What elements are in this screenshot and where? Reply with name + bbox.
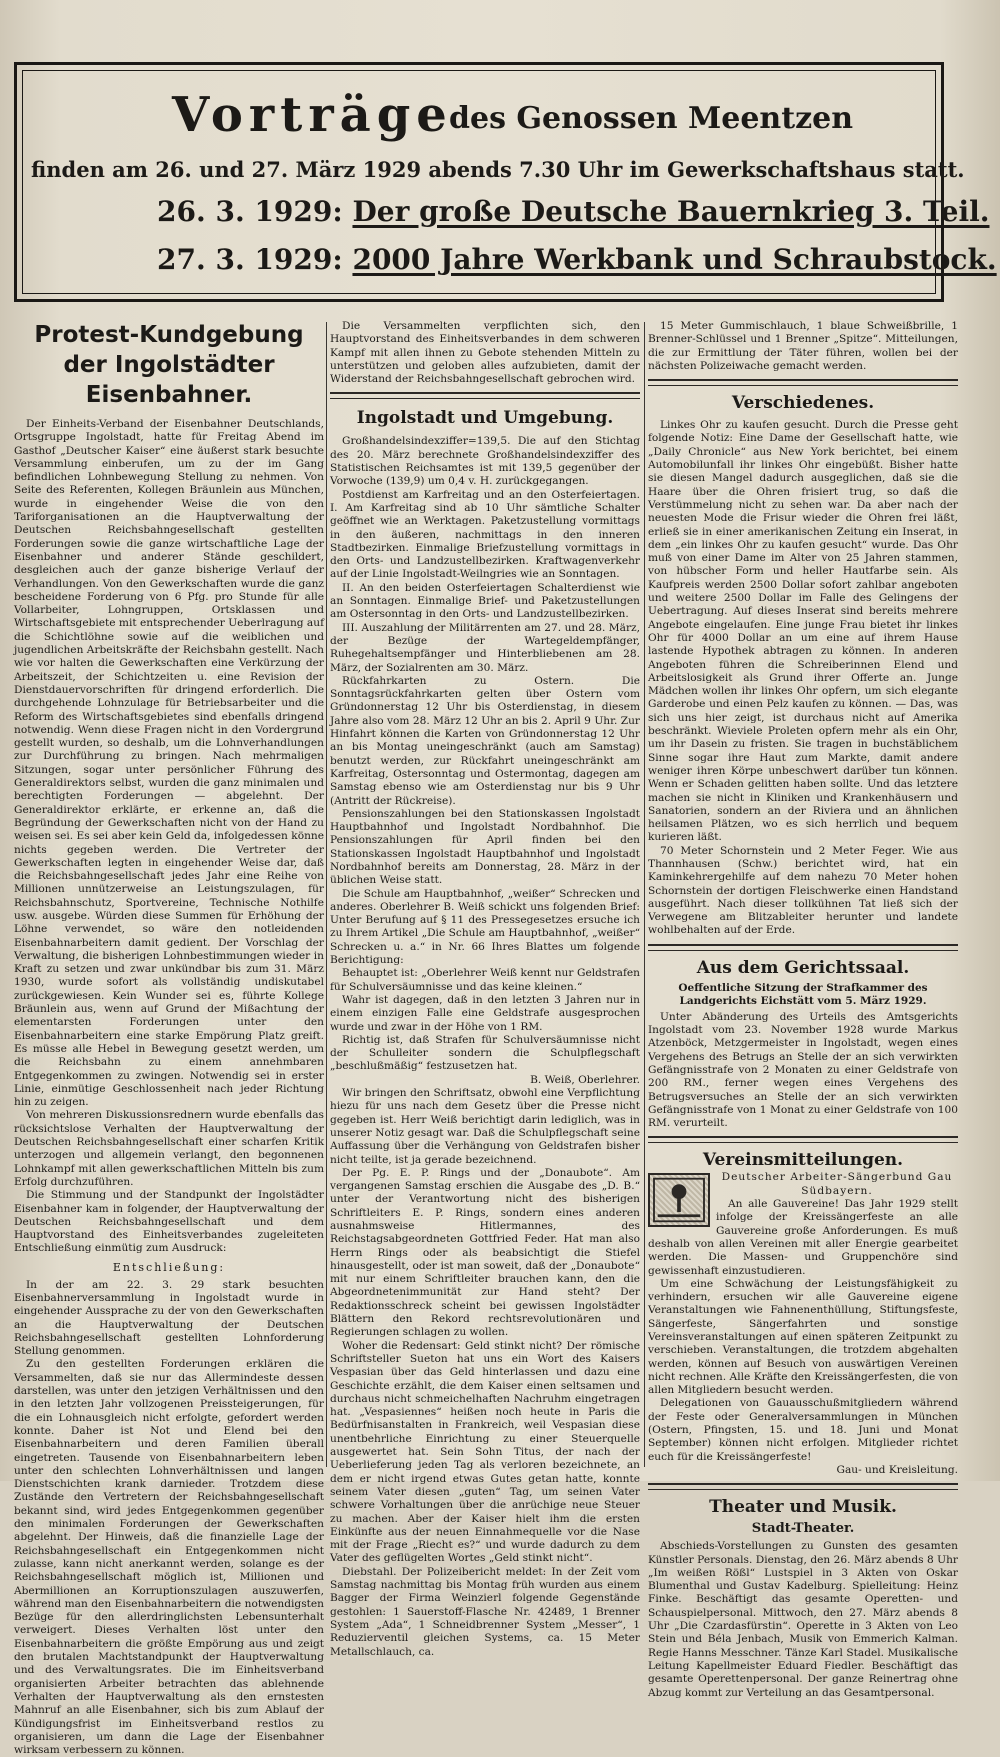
signature: B. Weiß, Oberlehrer.	[530, 1073, 640, 1086]
section-rule	[648, 1483, 958, 1490]
news-item: III. Auszahlung der Militärrenten am 27. und 28. März, der Bezüge der Wartegeldempfänger, Ruhegehaltsempfänger und Hinterbliebenen am 28. März, der Sozialrenten am 30. März.	[330, 621, 640, 674]
section-heading-clubs: Vereinsmitteilungen.	[702, 1150, 904, 1171]
article-paragraph: Der Einheits-Verband der Eisenbahner Deutschlands, Ortsgruppe Ingolstadt, hatte für Freitag Abend im Gasthof „Deutscher Kaiser“ eine äußerst stark besuchte Versammlung einberufen, um zu der im Gang befindlichen Lohnbewegung Stellung zu nehmen. Von Seite des Referenten, Kollegen Bräunlein aus München, wurde in eingehender Weise die von den Tariforganisationen an die Hauptverwaltung der Deutschen Reichsbahngesellschaft gestellten Forderungen sowie die ganze wirtschaftliche Lage der Eisenbahner und anderer Stände geschildert, desgleichen auch der ganze bisherige Verlauf der Verhandlungen. Von den Gewerkschaften wurde die ganz bescheidene Forderung von 6 Pfg. pro Stunde für alle Vollarbeiter, Lohngruppen, Ortsklassen und Wirtschaftsgebiete mit entsprechender Ueberlragung auf die Schichtlöhne sowie auf die weiblichen und jugendlichen Arbeitskräfte der Reichsbahn gestellt. Nach wie vor halten die Gewerkschaften eine Verkürzung der Arbeitszeit, der Schichtzeiten u. eine Revision der Dienstdauervorschriften für dringend erforderlich. Die durchgehende Lohnzulage für Betriebsarbeiter und die Reform des Wirtschaftsgebietes sind ebenfalls dringend notwendig. Wenn diese Fragen nicht in den Vordergrund gestellt wurden, so deshalb, um die Lohnverhandlungen zur Durchführung zu bringen. Nach mehrmaligen Sitzungen, sogar unter persönlicher Führung des Generaldirektors selbst, wurden die ganz minimalen und berechtigten Forderungen — abgelehnt. Der Generaldirektor erklärte, er erkenne an, daß die Begründung der Gewerkschaften nicht von der Hand zu weisen sei. Es sei aber kein Geld da, infolgedessen könne nichts gegeben werden. Die Vertreter der Gewerkschaften legten in eingehender Weise dar, daß die Reichsbahngesellschaft jedes Jahr eine Reihe von Millionen unnützerweise an Leistungszulagen, für Reichsbahnschutz, Sportvereine, Technische Nothilfe usw. ausgebe. Würden diese Summen für Erhöhung der Löhne verwendet, so wäre den notleidenden Eisenbahnarbeitern damit gedient. Der Vorschlag der Verwaltung, die bisherigen Lohnbestimmungen wieder in Kraft zu setzen und zwar unkündbar bis zum 31. März 1930, wurde sofort als vollständig undiskutabel zurückgewiesen. Kein Wunder sei es, führte Kollege Bräunlein aus, wenn auf Grund der Mißachtung der elementarsten Forderungen unter den Eisenbahnarbeitern eine starke Empörung Platz greift. Es müsse alle Hebel in Bewegung gesetzt werden, um die Reichsbahn zu einem annehmbaren Entgegenkommen zu zwingen. Notwendig sei in erster Linie, einmütige Geschlossenheit nach jeder Richtung hin zu zeigen.	[14, 418, 324, 1109]
news-item: Woher die Redensart: Geld stinkt nicht? Der römische Schriftsteller Sueton hat uns ein Wort des Kaisers Vespasian über das Geld hinterlassen und dazu eine Geschichte erzählt, die dem Kaiser einen seltsamen und durchaus nicht schmeichelhaften Nachruhm eingetragen hat. „Vespasiennes“ heißen noch heute in Paris die Bedürfnisanstalten in Frankreich, weil Vespasian diese unentbehrliche Einrichtung zu einer Steuerquelle ausgewertet hat. Sein Sohn Titus, der nach der Ueberlieferung jeden Tag als verloren bezeichnete, an dem er nicht irgend etwas Gutes getan hatte, konnte seinem Vater diesen „guten“ Tag, um seinen Vater schwere Vorhaltungen über die anrüchige neue Steuer zu machen. Aber der Kaiser hielt ihm die ersten Einkünfte aus der neuen Einnahmequelle vor die Nase mit der Frage „Riecht es?“ und wurde dadurch zu dem Vater des geflügelten Wortes „Geld stinkt nicht“.	[330, 1339, 640, 1565]
section-heading-court: Aus dem Gerichtssaal.	[696, 957, 910, 978]
news-item: Diebstahl. Der Polizeibericht meldet: In der Zeit vom Samstag nachmittag bis Montag früh wurden aus einem Bagger der Firma Weinzierl folgende Gegenstände gestohlen: 1 Sauerstoff-Flasche Nr. 42489, 1 Brenner System „Ada“, 1 Schneidbrenner System „Messer“, 1 Reduzierventil gleichen Systems, ca. 15 Meter Metallschlauch, ca.	[330, 1565, 640, 1658]
section-heading-theater: Theater und Musik.	[709, 1497, 897, 1518]
resolution-title: Entschließung:	[112, 1260, 226, 1274]
column-3	[648, 320, 958, 1699]
lecture-advertisement	[14, 62, 997, 302]
section-rule	[648, 944, 958, 951]
article-paragraph: Zu den gestellten Forderungen erklären die Versammelten, daß sie nur das Allermindeste dessen darstellen, was unter den jetzigen Verhältnissen und den in den letzten Jahr vollzogenen Preissteigerungen, für die ein Lohnausgleich nicht erfolgte, gefordert werden konnte. Daher ist Not und Elend bei den Eisenbahnarbeitern und deren Familien überall eingetreten. Tausende von Eisenbahnarbeitern leben unter den schlechten Lohnverhältnissen und langen Dienstschichten krank darnieder. Trotzdem diese Zustände den Vertretern der Reichsbahngesellschaft bekannt sind, wird jedes Entgegenkommen gegenüber den minimalen Forderungen der Gewerkschaften abgelehnt. Der Hinweis, daß die finanzielle Lage der Reichsbahngesellschaft ein Entgegenkommen nicht zulasse, kann nicht anerkannt werden, solange es der Reichsbahngesellschaft möglich ist, Millionen und Abermillionen an Korruptionszulagen auszuwerfen, während man den Eisenbahnarbeitern die notwendigsten Bezüge für den allerdringlichsten Lebensunterhalt verweigert. Dieses Verhalten löst unter den Eisenbahnarbeitern die größte Empörung aus und zeigt den brutalen Machtstandpunkt der Hauptverwaltung und des Verwaltungsrates. Die im Einheitsverband organisierten Arbeiter betrachten das ablehnende Verhalten der Hauptverwaltung als den ernstesten Mahnruf an alle Eisenbahner, sich bis zum Ablauf der Kündigungsfrist im Einheitsverband restlos zu organisieren, um dann die Lage der Eisenbahner wirksam verbessern zu können.	[14, 1358, 324, 1757]
news-item: Der Pg. E. P. Rings und der „Donaubote“. Am vergangenen Samstag erschien die Ausgabe des „D. B.“ unter der Verantwortung nicht des bisherigen Schriftleiters E. P. Rings, sondern eines anderen ausnahmsweise Hitlermannes, des Reichstagsabgeordneten Gottfried Feder. Hat man also Herrn Rings oder als beabsichtigt die Stiefel hinausgestellt, oder ist man soweit, daß der „Donaubote“ mit nur einem Schriftleiter brauchen kann, den die Abgeordnetenimmunität zur Hand steht? Der Redaktionsschreck scheint bei gewissen Ingolstädter Blättern den Rekord rechtsrevolutionären und Regierungen schlagen zu wollen.	[330, 1166, 640, 1339]
news-item: Richtig ist, daß Strafen für Schulversäumnisse nicht der Schulleiter sondern die Schulpflegschaft „beschlußmäßig“ festzusetzen hat.	[330, 1033, 640, 1073]
theater-subheading: Stadt-Theater.	[751, 1521, 855, 1537]
article-heading: Protest-Kundgebung	[34, 322, 304, 348]
ad-talk-1	[157, 195, 989, 228]
news-item: Linkes Ohr zu kaufen gesucht. Durch die Presse geht folgende Notiz: Eine Dame der Gesellschaft hatte, wie „Daily Chronicle“ aus New York berichtet, bei einem Automobilunfall ihr linkes Ohr eingebüßt. Bisher hatte sie diesen Mangel dadurch ausgeglichen, daß sie die Haare über die Ohren frisiert trug, so daß die Verstümmelung nicht zu sehen war. Da aber nach der neuesten Mode die Frisur wieder die Ohren frei läßt, erließ sie in einer amerikanischen Zeitung ein Inserat, in dem „ein linkes Ohr zu kaufen gesucht“ wurde. Das Ohr muß von einer Dame im Alter von 25 Jahren stammen, von hübscher Form und heller Hautfarbe sein. Als Kaufpreis werden 2500 Dollar sofort zahlbar angeboten und weitere 2500 Dollar im Falle des Gelingens der Uebertragung. Auf dieses Inserat sind bereits mehrere Angebote eingelaufen. Eine junge Frau bietet ihr linkes Ohr für 4000 Dollar an um eine auf ihrem Hause lastende Hypothek abtragen zu können. In anderen Angeboten führen die Schreiberinnen Elend und Arbeitslosigkeit als Grund ihrer Offerte an. Junge Mädchen wollen ihr linkes Ohr opfern, um sich elegante Garderobe und einen Pelz kaufen zu können. — Das, was sich uns hier zeigt, ist durchaus nicht auf Amerika beschränkt. Wieviele Proleten opfern mehr als ein Ohr, um ihr Dasein zu fristen. Sie tragen in buchstäblichem Sinne sogar ihre Haut zum Markte, damit andere weniger ihren Körpe unbeschwert darüber tun können. Wenn er Schaden gelitten haben sollte. Und das letztere machen sie nicht in Kliniken und Krankenhäusern und Sanatorien, sondern an der Riviera und an ähnlichen heilsamen Plätzen, wo es sich herrlich und bequem kurieren läßt.	[648, 419, 958, 844]
ad-talk-2-title: 2000 Jahre Werkbank und Schraubstock.	[352, 243, 997, 276]
ad-title: Vorträge	[172, 87, 453, 143]
ad-title-rest: des Genossen Meentzen	[449, 101, 854, 136]
news-item: Wir bringen den Schriftsatz, obwohl eine Verpflichtung hiezu für uns nach dem Gesetz über die Presse nicht gegeben ist. Herr Weiß berichtigt darin lediglich, was in unserer Notiz gesagt war. Daß die Schulpflegschaft seine Auffassung über die Verhängung von Geldstrafen bisher nicht teilte, ist ja gerade bezeichnend.	[330, 1087, 640, 1166]
news-item: Abschieds-Vorstellungen zu Gunsten des gesamten Künstler Personals. Dienstag, den 26. März abends 8 Uhr „Im weißen Rößl“ Lustspiel in 3 Akten von Oskar Blumenthal und Gustav Kadelburg. Spielleitung: Heinz Finke. Beschäftigt das gesamte Operetten- und Schauspielpersonal. Mittwoch, den 27. März abends 8 Uhr „Die Czardasfürstin“. Operette in 3 Akten von Leo Stein und Béla Jenbach, Musik von Emmerich Kalman. Regie Hanns Messchner. Tänze Karl Stadel. Musikalische Leitung Kapellmeister Eduard Fiedler. Beschäftigt das gesamte Operettenpersonal. Der ganze Reinertrag ohne Abzug kommt zur Verteilung an das Gesamtpersonal.	[648, 1540, 958, 1699]
news-item: Delegationen von Gauausschußmitgliedern während der Feste oder Generalversammlungen in München (Ostern, Pfingsten, 15. und 18. Juni und Monat September) können nicht erfolgen. Mitglieder richtet euch für die Kreissängerfeste!	[648, 1397, 958, 1463]
column-rule	[326, 322, 327, 1467]
ad-date-location: finden am 26. und 27. März 1929 abends 7.30 Uhr im Gewerkschaftshaus statt.	[31, 157, 965, 182]
ad-talk-1-date: 26. 3. 1929:	[157, 195, 343, 228]
news-item: Die Schule am Hauptbahnhof, „weißer“ Schrecken und anderes. Oberlehrer B. Weiß schickt uns folgenden Brief: Unter Berufung auf § 11 des Pressegesetzes ersuche ich zu Ihrem Artikel „Die Schule am Hauptbahnhof, „weißer“ Schrecken u. a.“ in Nr. 66 Ihres Blattes um folgende Berichtigung:	[330, 887, 640, 967]
court-subheading: Oeffentliche Sitzung der Strafkammer des Landgerichts Eichstätt vom 5. März 1929.	[678, 981, 928, 1007]
article-paragraph: Die Versammelten verpflichten sich, den Hauptvorstand des Einheitsverbandes in dem schweren Kampf mit allen ihnen zu Gebote stehenden Mitteln zu unterstützen und geloben alles aufzubieten, damit der Widerstand der Reichsbahngesellschaft gebrochen wird.	[330, 320, 640, 386]
news-item: Wahr ist dagegen, daß in den letzten 3 Jahren nur in einem einzigen Falle eine Geldstrafe ausgesprochen wurde und zwar in der Höhe von 1 RM.	[330, 993, 640, 1033]
clubs-subheading: Deutscher Arbeiter-Sängerbund Gau Südbayern.	[721, 1171, 953, 1197]
emblem-graphic	[650, 1175, 708, 1225]
ad-talk-2	[157, 243, 997, 276]
section-heading-local: Ingolstadt und Umgebung.	[356, 408, 614, 429]
column-1	[14, 320, 324, 1757]
article-paragraph: In der am 22. 3. 29 stark besuchten Eisenbahnerversammlung in Ingolstadt wurde in eingehender Aussprache zu der von den Gewerkschaften an die Hauptverwaltung der Deutschen Reichsbahngesellschaft gestellten Lohnforderung Stellung genommen.	[14, 1278, 324, 1358]
section-heading-misc: Verschiedenes.	[731, 393, 875, 414]
ad-talk-2-date: 27. 3. 1929:	[157, 243, 343, 276]
news-item: II. An den beiden Osterfeiertagen Schalterdienst wie an Sonntagen. Einmalige Brief- und Paketzustellungen am Ostersonntag in den Orts- und Landzustellbezirken.	[330, 581, 640, 621]
section-rule	[648, 1136, 958, 1143]
news-item: Postdienst am Karfreitag und an den Osterfeiertagen. I. Am Karfreitag sind ab 10 Uhr sämtliche Schalter geöffnet wie an Werktagen. Paketzustellung vormittags in den äußeren, nachmittags in den inneren Stadtbezirken. Einmalige Briefzustellung vormittags in den Orts- und Landzustellbezirken. Kraftwagenverkehr auf der Linie Ingolstadt-Weilngries wie an Sonntagen.	[330, 488, 640, 581]
news-item: An alle Gauvereine! Das Jahr 1929 stellt infolge der Kreissängerfeste an alle Gauvereine große Anforderungen. Es muß deshalb von allen Vereinen mit aller Energie gearbeitet werden. Die Massen- und Gruppenchöre sind gewissenhaft einzustudieren.	[648, 1198, 958, 1277]
ad-talk-1-title: Der große Deutsche Bauernkrieg 3. Teil.	[352, 195, 990, 228]
news-item: Rückfahrkarten zu Ostern. Die Sonntagsrückfahrkarten gelten über Ostern vom Gründonnerstag 12 Uhr bis Osterdienstag, in diesem Jahre also vom 28. März 12 Uhr an bis 2. April 9 Uhr. Zur Hinfahrt können die Karten von Gründonnerstag 12 Uhr an bis Montag uneingeschränkt (auch am Samstag) benutzt werden, zur Rückfahrt uneingeschränkt am Karfreitag, Ostersonntag und Ostermontag, dagegen am Samstag ebenso wie am Osterdienstag nur bis 9 Uhr (Antritt der Rückreise).	[330, 674, 640, 807]
singers-league-emblem	[648, 1173, 710, 1227]
article-paragraph: Von mehreren Diskussionsrednern wurde ebenfalls das rücksichtslose Verhalten der Hauptverwaltung der Deutschen Reichsbahngesellschaft einer scharfen Kritik unterzogen und allgemein verlangt, den begonnenen Lohnkampf mit allen gewerkschaftlichen Mitteln bis zum Erfolg durchzuführen.	[14, 1109, 324, 1188]
news-item: 15 Meter Gummischlauch, 1 blaue Schweißbrille, 1 Brenner-Schlüssel und 1 Brenner „Spitze“. Mitteilungen, die zur Ermittlung der Täter führen, wollen bei der nächsten Polizeiwache gemacht werden.	[648, 320, 958, 372]
news-item: Pensionszahlungen bei den Stationskassen Ingolstadt Hauptbahnhof und Ingolstadt Nordbahnhof. Die Pensionszahlungen für April finden bei den Stationskassen Ingolstadt Hauptbahnhof und Ingolstadt Nordbahnhof bereits am Donnerstag, 28. März in der üblichen Weise statt.	[330, 807, 640, 887]
column-rule	[644, 322, 645, 1467]
news-item: Unter Abänderung des Urteils des Amtsgerichts Ingolstadt vom 23. November 1928 wurde Markus Atzenböck, Metzgermeister in Ingolstadt, wegen eines Vergehens des Betrugs an Stelle der an sich verwirkten Gefängnisstrafe von 2 Monaten zu einer Geldstrafe von 200 RM., ferner wegen eines Vergehens des Betrugsversuches an Stelle der an sich verwirkten Gefängnisstrafe von 1 Monat zu einer Geldstrafe von 100 RM. verurteilt.	[648, 1010, 958, 1130]
news-item: 70 Meter Schornstein und 2 Meter Feger. Wie aus Thannhausen (Schw.) berichtet wird, hat ein Kaminkehrergehilfe auf dem nahezu 70 Meter hohen Schornstein der dortigen Fleischwerke einen Handstand ausgeführt. Nach dieser tollkühnen Tat ließ sich der Verwegene am Blitzableiter herunter und landete wohlbehalten auf der Erde.	[648, 844, 958, 937]
section-rule	[330, 392, 640, 399]
article-heading-line-2: der Ingolstädter Eisenbahner.	[63, 352, 275, 408]
signature: Gau- und Kreisleitung.	[836, 1463, 958, 1476]
section-rule	[648, 379, 958, 386]
column-2	[330, 320, 640, 1658]
article-paragraph: Die Stimmung und der Standpunkt der Ingolstädter Eisenbahner kam in folgender, der Hauptverwaltung der Deutschen Reichsbahngesellschaft und dem Hauptvorstand des Einheitsverbandes zugeleiteten Entschließung einmütig zum Ausdruck:	[14, 1189, 324, 1255]
news-item: Großhandelsindexziffer=139,5. Die auf den Stichtag des 20. März berechnete Großhandelsindexziffer des Statistischen Reichsamtes ist mit 139,5 gegenüber der Vorwoche (139,9) um 0,4 v. H. zurückgegangen.	[330, 435, 640, 488]
news-item: Behauptet ist: „Oberlehrer Weiß kennt nur Geldstrafen für Schulversäumnisse und das keine kleinen.“	[330, 967, 640, 993]
news-item: Um eine Schwächung der Leistungsfähigkeit zu verhindern, ersuchen wir alle Gauvereine eigene Veranstaltungen wie Fahnenenthüllung, Stiftungsfeste, Sängerfeste, Sängerfahrten und sonstige Vereinsveranstaltungen auf einen späteren Zeitpunkt zu verschieben. Veranstaltungen, die trotzdem abgehalten werden, können auf Besuch von auswärtigen Vereinen nicht rechnen. Alle Kräfte den Kreissängerfesten, die von allen Mitgliedern besucht werden.	[648, 1277, 958, 1397]
